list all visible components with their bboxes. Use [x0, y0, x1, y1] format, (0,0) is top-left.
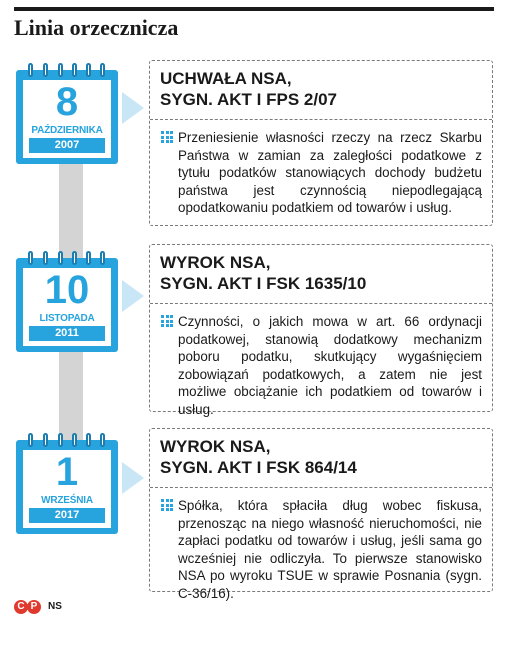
dot-grid-bullet-icon	[161, 499, 173, 511]
calendar-day: 10	[44, 268, 90, 312]
calendar-year: 2011	[29, 326, 105, 341]
ruling-text: Czynności, o jakich mowa w art. 66 ordynacji podatkowej, stanowią dodatkowy mechanizm poboru podatku, skutkujący wygaśnięciem zobowiązań podatkowych, a zatem nie jest możliwe obciążanie ich podatkiem od towarów i usług.	[150, 304, 492, 418]
calendar-day: 8	[55, 80, 79, 124]
ruling-card	[149, 244, 493, 417]
chevron-right-icon	[122, 92, 144, 124]
top-rule	[14, 7, 494, 11]
author-credit: NS	[48, 601, 62, 612]
calendar-month: LISTOPADA	[39, 313, 95, 324]
ruling-text: Przeniesienie własności rzeczy na rzecz Skarbu Państwa w zamian za zaległości podatkowe z tytułu podatków stanowiących dochody budżetu państwa jest czynnością niepodlegającą opodatkowaniu podatkiem od towarów i usług.	[150, 120, 492, 217]
calendar-icon	[16, 248, 118, 352]
calendar-year: 2017	[29, 508, 105, 523]
calendar-month: WRZEŚNIA	[41, 495, 93, 506]
chevron-right-icon	[122, 280, 144, 312]
ruling-text: Spółka, która spłaciła dług wobec fiskusa, przenosząc na niego własność nieruchomości, nie zapłaci podatku od towarów i usług, jeśli sama go wcześniej nie odliczyła. To pierwsze stanowisko NSA po wyroku TSUE w sprawie Posnania (sygn. C-36/16).	[150, 488, 492, 602]
ruling-card	[149, 60, 493, 226]
calendar-icon	[16, 60, 118, 164]
calendar-month: PAŹDZIERNIKA	[31, 125, 103, 136]
ruling-heading: WYROK NSA, SYGN. AKT I FSK 864/14	[160, 437, 357, 477]
ruling-heading: UCHWAŁA NSA, SYGN. AKT I FPS 2/07	[160, 69, 337, 109]
chevron-right-icon	[122, 462, 144, 494]
copyright-icon: P	[27, 600, 41, 614]
calendar-day: 1	[55, 450, 79, 494]
dot-grid-bullet-icon	[161, 131, 173, 143]
page-title: Linia orzecznicza	[14, 15, 179, 40]
copyright-icon: C	[14, 600, 28, 614]
dot-grid-bullet-icon	[161, 315, 173, 327]
calendar-year: 2007	[29, 138, 105, 153]
ruling-heading: WYROK NSA, SYGN. AKT I FSK 1635/10	[160, 253, 367, 293]
calendar-icon	[16, 430, 118, 534]
ruling-card	[149, 428, 493, 601]
